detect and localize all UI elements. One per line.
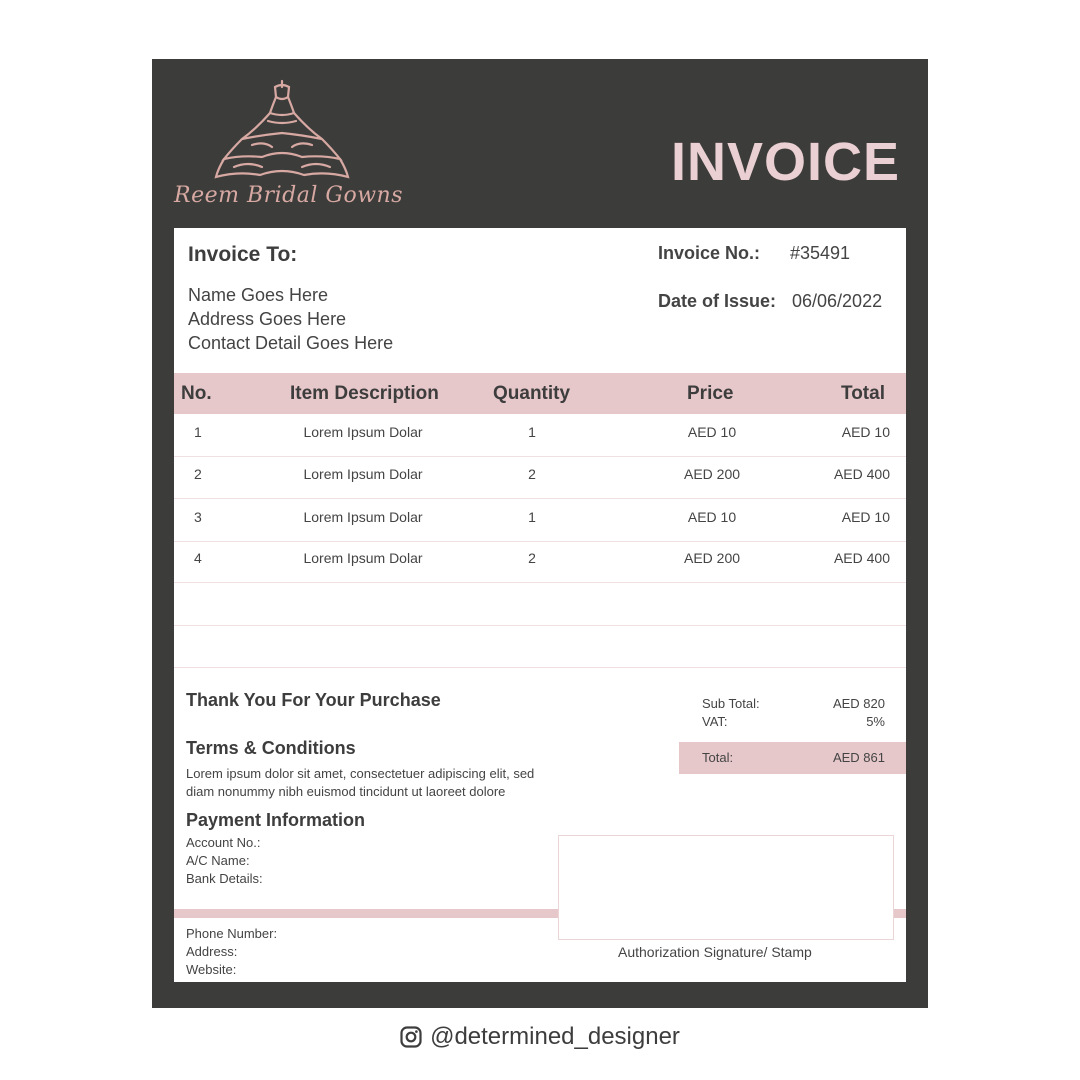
credit-footer [0,1023,1080,1053]
row-quantity: 1 [528,509,536,525]
row-description: Lorem Ipsum Dolar [303,466,423,482]
thank-you-message: Thank You For Your Purchase [186,690,441,710]
row-price: AED 200 [683,466,741,482]
terms-line: diam nonummy nibh euismod tincidunt ut laoreet dolore [186,784,506,799]
empty-table-row [174,625,906,668]
column-header-description: Item Description [290,383,439,404]
website-label: Website: [186,962,237,977]
row-description: Lorem Ipsum Dolar [303,509,423,525]
row-number: 3 [194,509,202,525]
total-label: Total: [702,750,734,765]
customer-name: Name Goes Here [188,285,329,305]
row-price: AED 10 [687,424,737,440]
row-number: 4 [194,550,202,566]
subtotal-value: AED 820 [832,696,885,711]
row-quantity: 1 [528,424,536,440]
phone-label: Phone Number: [186,926,278,941]
total-bar [679,742,906,774]
issue-date-value: 06/06/2022 [792,291,883,311]
address-label: Address: [186,944,238,959]
table-row [174,456,906,499]
issue-date-label: Date of Issue: [658,291,777,311]
customer-contact: Contact Detail Goes Here [188,333,394,353]
row-price: AED 200 [683,550,741,566]
column-header-total: Total [841,383,885,404]
row-quantity: 2 [528,550,536,566]
terms-heading: Terms & Conditions [186,738,356,758]
invoice-paper [174,228,906,982]
row-total: AED 400 [833,550,890,566]
row-total: AED 10 [841,424,890,440]
table-header [174,373,906,414]
table-row [174,499,906,542]
column-header-no: No. [181,383,212,404]
row-total: AED 10 [841,509,890,525]
column-header-quantity: Quantity [493,383,571,404]
total-value: AED 861 [832,750,885,765]
signature-label: Authorization Signature/ Stamp [618,944,812,960]
credit-line [400,1023,680,1051]
account-name-label: A/C Name: [186,853,250,868]
row-description: Lorem Ipsum Dolar [303,424,423,440]
vat-label: VAT: [702,714,728,729]
terms-line: Lorem ipsum dolor sit amet, consectetuer adipiscing elit, sed [186,766,535,781]
designer-handle[interactable]: @determined_designer [430,1023,680,1050]
row-number: 2 [194,466,202,482]
table-row [174,540,906,583]
page-title: INVOICE [670,132,900,192]
row-quantity: 2 [528,466,536,482]
payment-heading: Payment Information [186,810,366,830]
signature-box [558,835,894,940]
invoice-sheet [152,59,928,1008]
invoice-number-value: #35491 [790,243,851,263]
customer-address: Address Goes Here [188,309,347,329]
invoice-to-label: Invoice To: [188,243,298,266]
row-description: Lorem Ipsum Dolar [303,550,423,566]
column-header-price: Price [687,383,734,404]
account-number-label: Account No.: [186,835,261,850]
invoice-number-label: Invoice No.: [658,243,761,263]
row-total: AED 400 [833,466,890,482]
bank-details-label: Bank Details: [186,871,263,886]
row-number: 1 [194,424,202,440]
row-price: AED 10 [687,509,737,525]
subtotal-label: Sub Total: [702,696,760,711]
vat-value: 5% [866,714,885,729]
terms-text [186,765,576,801]
instagram-icon [400,1026,422,1048]
brand-name: Reem Bridal Gowns [174,183,404,208]
table-row [174,414,906,457]
empty-table-row [174,583,906,626]
